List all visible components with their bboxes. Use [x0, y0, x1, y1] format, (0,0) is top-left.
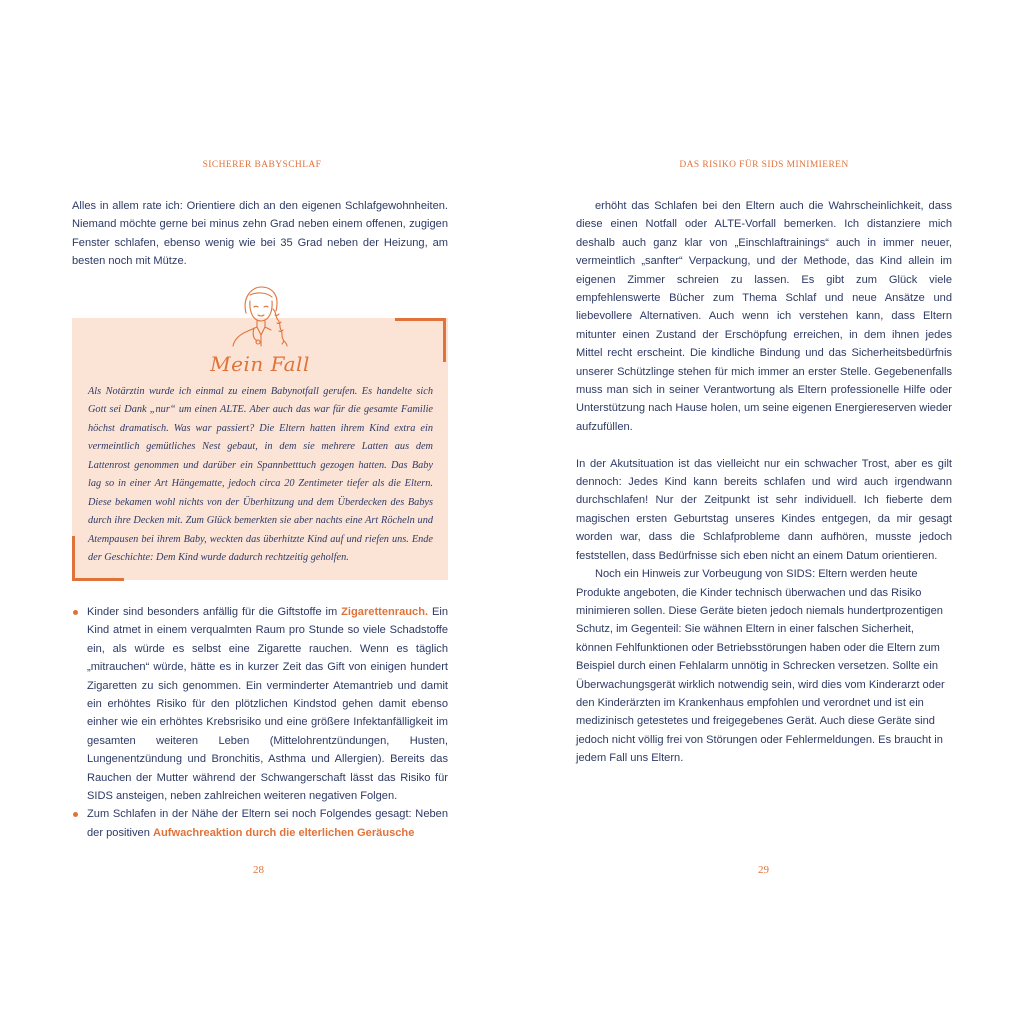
bullet-highlight: Aufwachreaktion durch die elterlichen Geräusche	[152, 826, 415, 839]
bullet-text: Ein Kind atmet in einem verqualmten Raum pro Stunde so viele Schadstoffe ein, als würde es selbst eine Zigarette rauchen. Wenn es täglich „mitrauchen“ würde, hätte es in kurzer Zeit das Gift von einigen hundert Zigaretten zu sich genommen. Ein verminderter Atemantrieb und damit ein erhöhtes Risiko für den plötzlichen Kindstod gehen damit ebenso einher wie ein erhöhtes Krebsrisiko und eine größere Infektanfälligkeit im gesamten weiteren Leben (Mittelohrentzündungen, Husten, Lungenentzündung und Bronchitis, Asthma und Allergien). Bereits das Rauchen der Mutter während der Schwangerschaft lässt das Risiko für SIDS ansteigen, neben zahlreichen weiteren negativen Folgen.	[87, 606, 449, 803]
bullet-list	[72, 603, 448, 842]
page-number-right: 29	[758, 864, 769, 876]
right-paragraph-1: erhöht das Schlafen bei den Eltern auch die Wahrscheinlichkeit, dass diese einen Notfall oder ALTE-Vorfall bemerken. Ich distanziere mich deshalb auch ganz klar von „Einschlaftrainings“ auch in immer neuer, vermeintlich „sanfter“ Verpackung, und der Methode, das Kind allein im eigenen Zimmer schreien zu lassen. Es gibt zum Glück viele empfehlenswerte Bücher zum Thema Schlaf und neue Ansätze und liebevollere Alternativen. Auch wenn ich verstehen kann, dass Eltern mitunter einen Zustand der Erschöpfung erreichen, in dem ihnen jedes Mittel recht erscheint. Die kindliche Bindung und das Sicherheitsbedürfnis unserer Schützlinge stehen für mich immer an erster Stelle. Gegebenenfalls muss man sich in seiner Verantwortung als Eltern professionelle Hilfe oder Unterstützung nach Hause holen, um seine eigenen Energiereserven wieder aufzufüllen.	[576, 200, 952, 433]
bullet-highlight: Zigarettenrauch.	[341, 606, 429, 618]
paragraph-gap	[576, 436, 952, 454]
bullet-item-smoke	[72, 603, 448, 805]
case-box-text: Als Notärztin wurde ich einmal zu einem Babynotfall gerufen. Es handelte sich Gott sei Dank „nur“ um einen ALTE. Aber auch das war für die gesamte Familie höchst dramatisch. Was war passiert? Die Eltern hatten ihrem Kind extra ein vermeintlich gemütliches Nest gebaut, in dem sie mehrere Latten aus dem Lattenrost genommen und darüber ein Spannbetttuch gezogen hatten. Das Baby lag so in einer Art Hängematte, jedoch circa 20 Zentimeter tiefer als die Eltern. Diese bekamen wohl nichts von der Überhitzung und dem Überdecken des Babys durch ihre Decken mit. Zum Glück bemerkten sie aber nachts eine Art Röcheln und Atempausen bei ihrem Baby, weckten das überhitzte Kind auf und riefen uns. Ende der Geschichte: Dem Kind wurde dadurch rechtzeitig geholfen.	[88, 386, 433, 564]
right-paragraph-3: Noch ein Hinweis zur Vorbeugung von SIDS: Eltern werden heute Produkte angeboten, die Kinder technisch überwachen und das Risiko minimieren sollen. Diese Geräte bieten jedoch niemals hundertprozentigen Schutz, im Gegenteil: Sie wähnen Eltern in einer falschen Sicherheit, können Fehlfunktionen oder Betriebsstörungen haben oder die Eltern zum Beispiel durch einen Fehlalarm unnötig in Schrecken versetzen. Sollte ein Überwachungsgerät wirklich notwendig sein, wird dies vom Kinderarzt oder den Kinderärzten im Krankenhaus empfohlen und verordnet und ist ein medizinisch getestetes und freigegebenes Gerät. Auch diese Geräte sind jedoch nicht völlig frei von Störungen oder Fehlermeldungen. Es braucht in jedem Fall uns Eltern.	[576, 568, 945, 765]
case-box-title: Mein Fall	[210, 352, 310, 376]
right-page	[512, 0, 1024, 1024]
case-box-corner-top-right	[395, 318, 446, 362]
doctor-illustration-icon	[224, 283, 296, 347]
right-paragraph-2: In der Akutsituation ist das vielleicht nur ein schwacher Trost, aber es gilt dennoch: Jedes Kind kann bereits schlafen und wird auch irgendwann durchschlafen! Nur der Zeitpunkt ist sehr individuell. Ich fieberte dem magischen ersten Geburtstag unseres Kindes entgegen, da mir gesagt worden war, dass die Schlafprobleme dann aufhören, musste jedoch feststellen, dass Bedürfnisse sich eben nicht an einem Datum orientieren.	[576, 457, 952, 562]
running-head-left: SICHERER BABYSCHLAF	[202, 160, 322, 170]
bullet-item-cosleeping	[72, 805, 448, 842]
bullet-text: Zum Schlafen in der Nähe der Eltern sei noch Folgendes gesagt: Neben der positiven	[87, 808, 448, 839]
page-number-left: 28	[253, 864, 264, 876]
left-intro-paragraph: Alles in allem rate ich: Orientiere dich an den eigenen Schlafgewohnheiten. Niemand möchte gerne bei minus zehn Grad neben einem offenen, zugigen Fenster schlafen, ebenso wenig wie bei 35 Grad neben der Heizung, am besten noch mit Mütze.	[72, 200, 448, 268]
bullet-text: Kinder sind besonders anfällig für die Giftstoffe im	[87, 606, 342, 618]
running-head-right-text: DAS RISIKO FÜR SIDS MINIMIEREN	[679, 160, 849, 170]
right-column	[576, 197, 952, 768]
